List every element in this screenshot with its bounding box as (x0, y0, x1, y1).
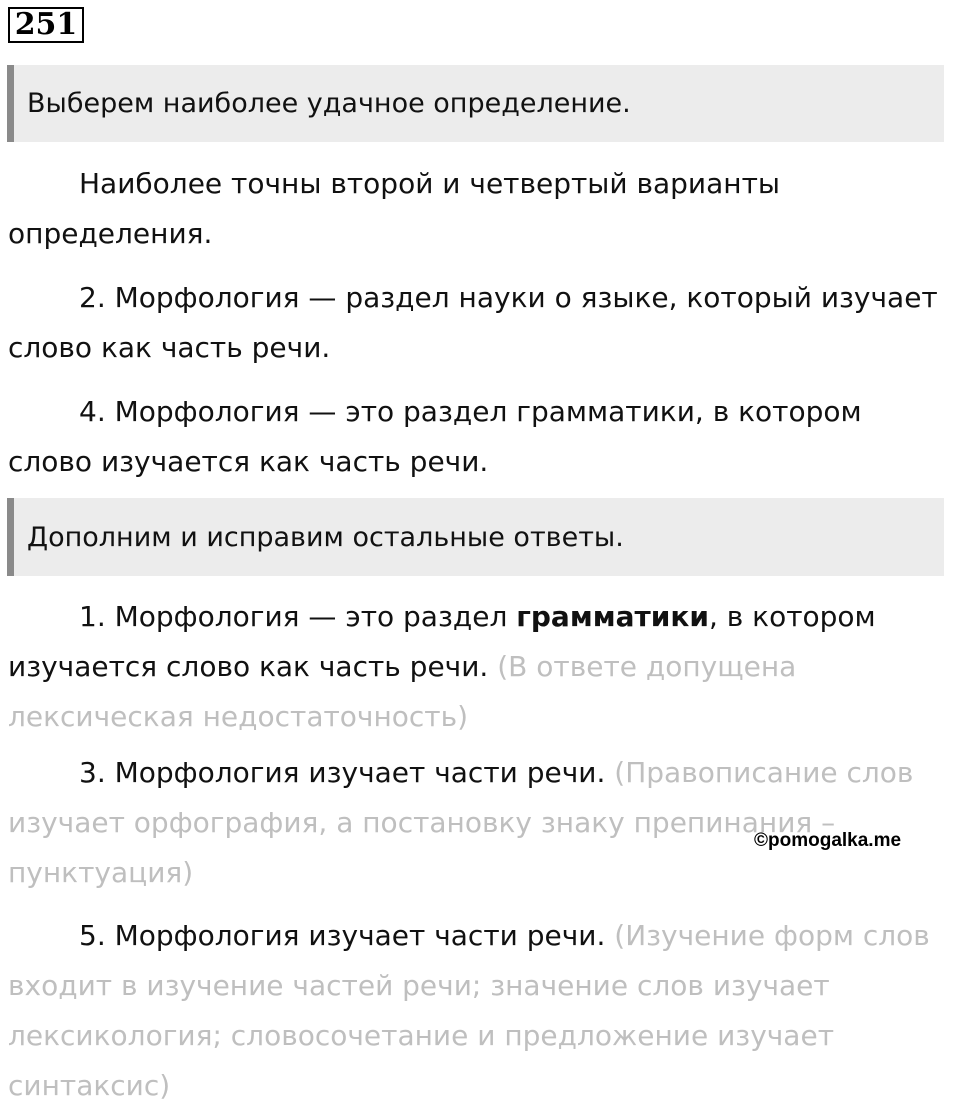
answer-1-note: (В ответе допущена лексическая недостаточность) (8, 650, 797, 733)
task-number: 251 (8, 7, 84, 43)
section-header-choose (7, 65, 944, 142)
section-header-text: Дополним и исправим остальные ответы. (27, 521, 624, 553)
intro-paragraph: Наиболее точны второй и четвертый варианты определения. (8, 167, 781, 250)
answer-1-text-end: , в котором изучается слово как часть речи. (8, 600, 876, 683)
answer-5-text: 5. Морфология изучает части речи. (79, 919, 606, 952)
answer-3-text: 3. Морфология изучает части речи. (79, 756, 606, 789)
corrected-answer-3 (8, 748, 953, 898)
corrected-answer-5 (8, 911, 953, 1111)
watermark: ©pomogalka.me (754, 830, 902, 851)
answer-2-paragraph: 2. Морфология — раздел науки о языке, который изучает слово как часть речи. (8, 281, 938, 364)
answer-3-note: (Правописание слов изучает орфография, а постановку знаку препинания – пунктуация) (8, 756, 914, 889)
corrected-answer-1 (8, 592, 953, 742)
section-header-correct (7, 498, 944, 576)
answer-1-text-start: 1. Морфология — это раздел (79, 600, 517, 633)
answer-5-note: (Изучение форм слов входит в изучение частей речи; значение слов изучает лексикология; словосочетание и предложение изучает синтаксис) (8, 919, 930, 1102)
answer-4-paragraph: 4. Морфология — это раздел грамматики, в котором слово изучается как часть речи. (8, 395, 862, 478)
section-header-text: Выберем наиболее удачное определение. (27, 88, 631, 119)
answer-1-bold-word: грамматики (516, 600, 709, 633)
